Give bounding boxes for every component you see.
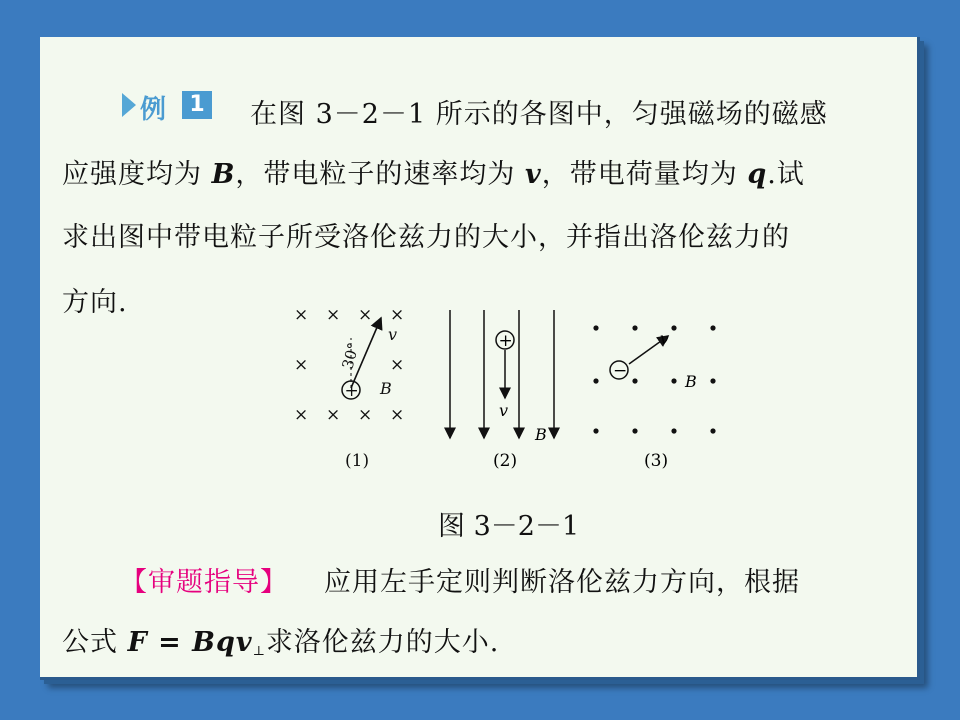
text-segment: 求洛伦兹力的大小. [265,627,500,658]
formula-subscript: ⊥ [252,644,266,659]
field-dot-icon [710,378,715,383]
field-cross-icon: × [390,305,405,325]
panel-label-2: (2) [493,451,518,471]
field-dot-icon [710,428,715,433]
example-badge [122,89,216,125]
panel-label-3: (3) [644,451,669,471]
field-dot-icon [593,378,598,383]
B-label-3: B [685,372,697,391]
field-cross-icon: × [358,405,373,425]
text-segment: 应强度均为 [62,159,212,190]
example-line-4: 方向. [62,287,128,318]
text-segment: ，带电荷量均为 [541,159,748,190]
field-dot-icon [710,325,715,330]
example-line-3: 求出图中带电粒子所受洛伦兹力的大小，并指出洛伦兹力的 [62,222,790,253]
figure-caption: 图 3－2－1 [438,511,580,542]
symbol-v: v [525,159,542,190]
guide-title: 【审题指导】 [120,567,288,598]
text-segment: 公式 [62,627,128,658]
field-dot-icon [671,428,676,433]
play-triangle-icon [122,93,136,117]
badge-number: 1 [182,91,212,119]
guide-line-1 [120,560,800,599]
field-dot-icon [632,428,637,433]
v-label-1: v [388,325,398,344]
panel-label-1: (1) [345,451,370,471]
text-segment: ，带电粒子的速率均为 [235,159,526,190]
guide-line-2 [62,620,499,659]
formula: F = Bqv [127,627,253,658]
panel-1 [294,305,404,471]
field-cross-icon: × [390,355,405,375]
field-dot-icon [632,325,637,330]
field-cross-icon: × [294,405,309,425]
guide-text: 应用左手定则判断洛伦兹力方向，根据 [324,567,800,598]
symbol-B: B [211,159,236,190]
symbol-q: q [747,159,768,190]
panel-2 [450,310,554,471]
field-cross-icon: × [326,405,341,425]
badge-label: 例 [140,95,167,125]
example-line-2 [62,152,805,191]
field-cross-icon: × [326,305,341,325]
figure-3-2-1 [280,298,740,478]
B-label-1: B [380,379,392,398]
text-segment: .试 [767,159,805,190]
example-line-1: 在图 3－2－1 所示的各图中，匀强磁场的磁感 [250,99,828,130]
angle-label: 30° [338,340,363,372]
v-label-3: v [660,329,670,348]
plus-sign: + [344,381,359,401]
B-label-2: B [535,425,547,444]
panel-3 [593,325,715,471]
field-dot-icon [671,325,676,330]
field-cross-icon: × [294,355,309,375]
field-dot-icon [671,378,676,383]
field-dot-icon [593,325,598,330]
field-dot-icon [632,378,637,383]
field-cross-icon: × [390,405,405,425]
v-label-2: v [499,401,509,420]
field-cross-icon: × [358,305,373,325]
minus-sign: − [613,361,628,381]
field-cross-icon: × [294,305,309,325]
plus-sign: + [498,331,513,351]
field-dot-icon [593,428,598,433]
